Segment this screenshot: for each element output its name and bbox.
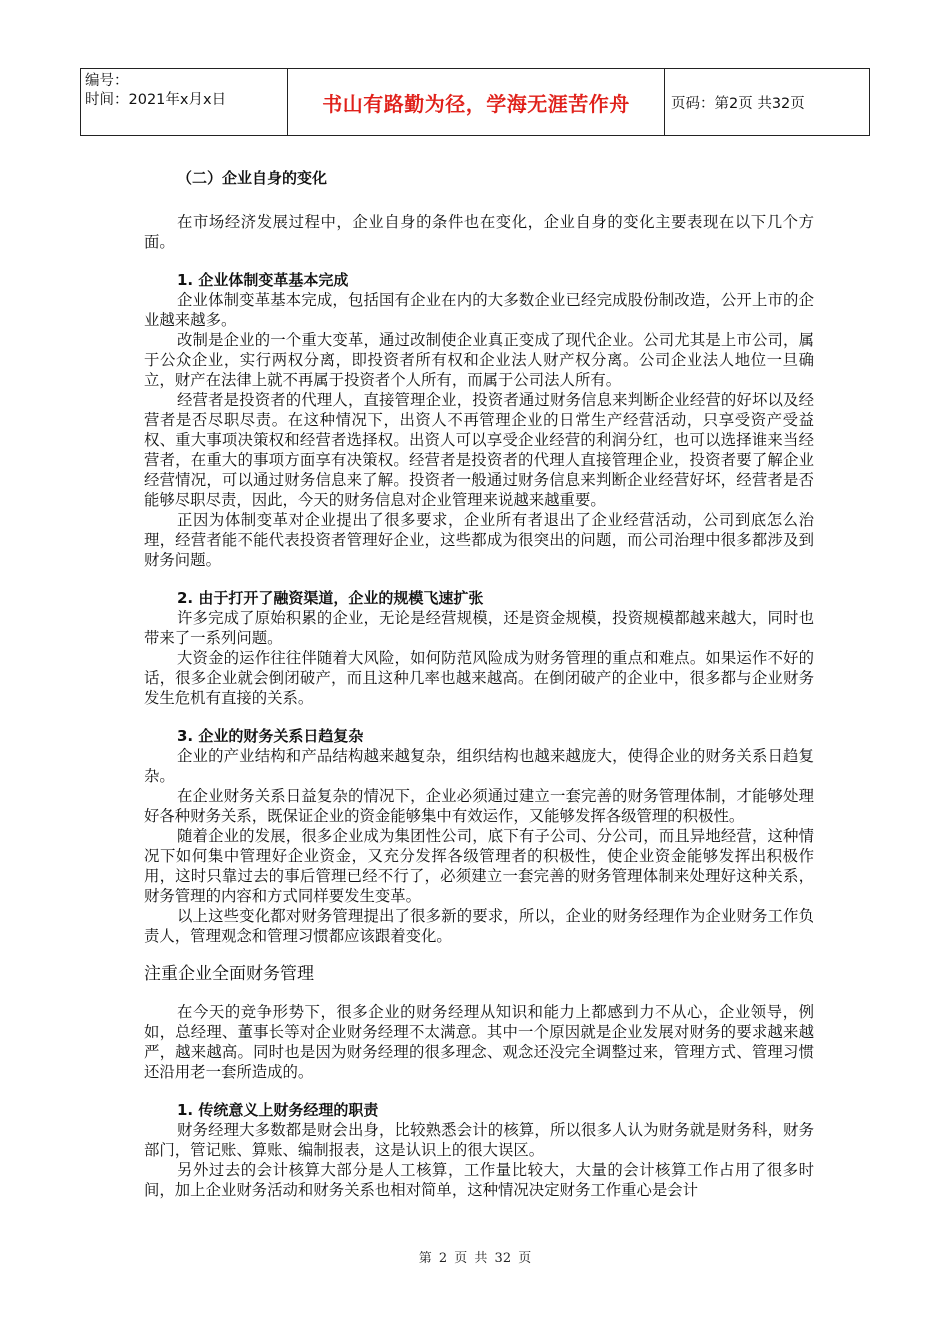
paragraph: 改制是企业的一个重大变革，通过改制使企业真正变成了现代企业。公司尤其是上市公司，属于公众企业，实行两权分离，即投资者所有权和企业法人财产权分离。公司企业法人地位一旦确立，财产在法律上就不再属于投资者个人所有，而属于公司法人所有。	[144, 331, 814, 389]
subsection-heading: 1. 传统意义上财务经理的职责	[177, 1101, 379, 1119]
paragraph: 另外过去的会计核算大部分是人工核算，工作量比较大，大量的会计核算工作占用了很多时间，加上企业财务活动和财务关系也相对简单，这种情况决定财务工作重心是会计	[144, 1161, 814, 1199]
document-body	[144, 168, 814, 1200]
paragraph: 大资金的运作往往伴随着大风险，如何防范风险成为财务管理的重点和难点。如果运作不好的话，很多企业就会倒闭破产，而且这种几率也越来越高。在倒闭破产的企业中，很多都与企业财务发生危机有直接的关系。	[144, 649, 814, 707]
paragraph: 经营者是投资者的代理人，直接管理企业，投资者通过财务信息来判断企业经营的好坏以及经营者是否尽职尽责。在这种情况下，出资人不再管理企业的日常生产经营活动，只享受资产受益权、重大事项决策权和经营者选择权。出资人可以享受企业经营的利润分红，也可以选择谁来当经营者，在重大的事项方面享有决策权。经营者是投资者的代理人直接管理企业，投资者要了解企业经营情况，可以通过财务信息来了解。投资者一般通过财务信息来判断企业经营好坏，经营者是否能够尽职尽责，因此，今天的财务信息对企业管理来说越来越重要。	[144, 391, 814, 509]
paragraph: 企业体制变革基本完成，包括国有企业在内的大多数企业已经完成股份制改造，公开上市的企业越来越多。	[144, 291, 814, 329]
header-meta-cell	[81, 69, 288, 136]
subsection-heading: 2. 由于打开了融资渠道，企业的规模飞速扩张	[177, 589, 484, 607]
document-header	[80, 68, 870, 136]
paragraph: 许多完成了原始积累的企业，无论是经营规模，还是资金规模，投资规模都越来越大，同时也带来了一系列问题。	[144, 609, 814, 647]
subsection-heading: 3. 企业的财务关系日趋复杂	[177, 727, 364, 745]
page-footer: 第 2 页 共 32 页	[418, 1251, 532, 1266]
paragraph: 在企业财务关系日益复杂的情况下，企业必须通过建立一套完善的财务管理体制，才能够处理好各种财务关系，既保证企业的资金能够集中有效运作，又能够发挥各级管理的积极性。	[144, 787, 814, 825]
paragraph: 财务经理大多数都是财会出身，比较熟悉会计的核算，所以很多人认为财务就是财务科，财务部门，管记账、算账、编制报表，这是认识上的很大误区。	[144, 1121, 814, 1159]
section-title-centered: 注重企业全面财务管理	[144, 964, 314, 984]
paragraph: 企业的产业结构和产品结构越来越复杂，组织结构也越来越庞大，使得企业的财务关系日趋复杂。	[144, 747, 814, 785]
paragraph: 正因为体制变革对企业提出了很多要求，企业所有者退出了企业经营活动，公司到底怎么治理，经营者能不能代表投资者管理好企业，这些都成为很突出的问题，而公司治理中很多都涉及到财务问题。	[144, 511, 814, 569]
header-motto: 书山有路勤为径，学海无涯苦作舟	[288, 69, 665, 136]
paragraph: 随着企业的发展，很多企业成为集团性公司，底下有子公司、分公司，而且异地经营，这种情况下如何集中管理好企业资金，又充分发挥各级管理者的积极性，使企业资金能够发挥出积极作用，这时只靠过去的事后管理已经不行了，必须建立一套完善的财务管理体制来处理好这种关系，财务管理的内容和方式同样要发生变革。	[144, 827, 814, 905]
header-date-label: 时间：2021年x月x日	[85, 92, 227, 108]
header-page-info: 页码：第2页 共32页	[665, 69, 870, 136]
section-intro: 在市场经济发展过程中，企业自身的条件也在变化，企业自身的变化主要表现在以下几个方面。	[144, 213, 814, 251]
paragraph: 以上这些变化都对财务管理提出了很多新的要求，所以，企业的财务经理作为企业财务工作负责人，管理观念和管理习惯都应该跟着变化。	[144, 907, 814, 945]
section-heading: （二）企业自身的变化	[177, 169, 328, 187]
subsection-heading: 1. 企业体制变革基本完成	[177, 271, 349, 289]
section-intro: 在今天的竞争形势下，很多企业的财务经理从知识和能力上都感到力不从心，企业领导，例如，总经理、董事长等对企业财务经理不太满意。其中一个原因就是企业发展对财务的要求越来越严，越来越高。同时也是因为财务经理的很多理念、观念还没完全调整过来，管理方式、管理习惯还沿用老一套所造成的。	[144, 1003, 814, 1081]
header-number-label: 编号：	[85, 73, 129, 89]
